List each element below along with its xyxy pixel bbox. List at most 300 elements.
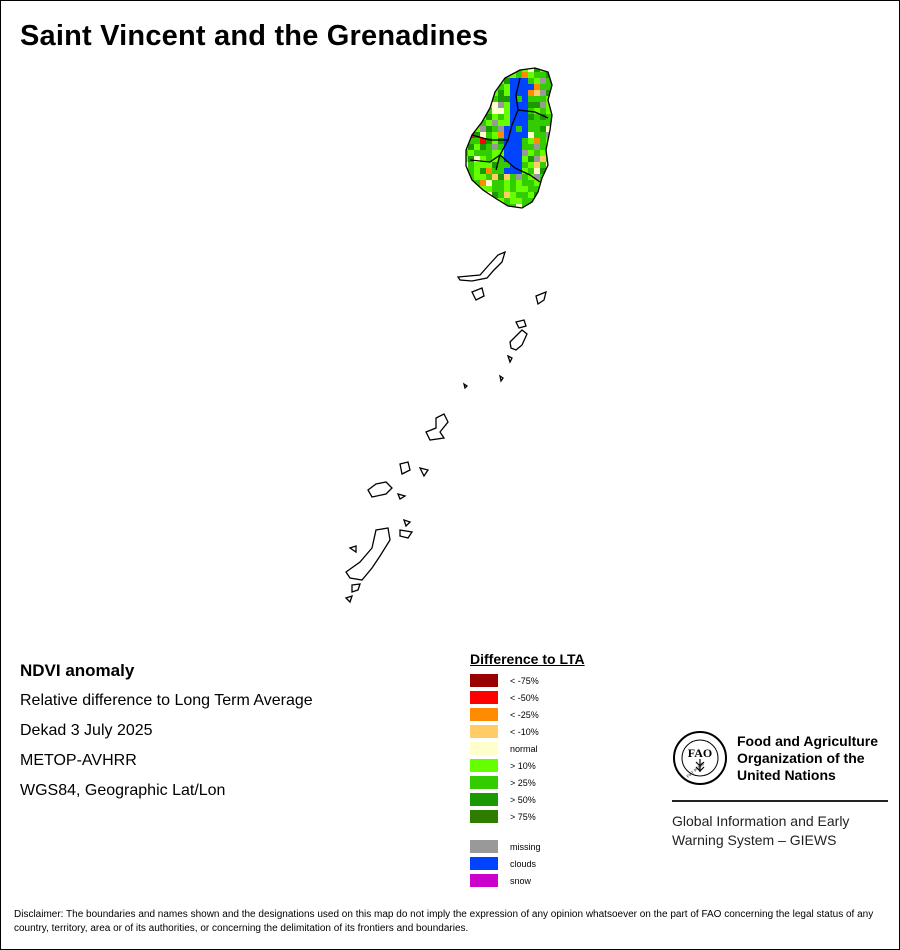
legend-item-swatch bbox=[470, 674, 498, 687]
raster-cell bbox=[504, 84, 510, 90]
raster-cell bbox=[552, 114, 558, 120]
disclaimer: Disclaimer: The boundaries and names shown and the designations used on this map do not imply the expression of any opinion whatsoever on the part of FAO concerning the legal status of any country, territory, area or of its authorities, or concerning the delimitation of its frontiers and boundaries. bbox=[14, 909, 874, 934]
raster-cell bbox=[462, 138, 468, 144]
raster-cell bbox=[510, 180, 516, 186]
raster-cell bbox=[540, 108, 546, 114]
raster-cell bbox=[468, 186, 474, 192]
raster-cell bbox=[504, 192, 510, 198]
raster-cell bbox=[522, 186, 528, 192]
raster-cell bbox=[498, 138, 504, 144]
raster-cell bbox=[462, 72, 468, 78]
raster-cell bbox=[534, 84, 540, 90]
raster-cell bbox=[540, 210, 546, 216]
raster-cell bbox=[462, 114, 468, 120]
raster-cell bbox=[510, 144, 516, 150]
raster-cell bbox=[486, 126, 492, 132]
raster-cell bbox=[522, 126, 528, 132]
raster-cell bbox=[468, 114, 474, 120]
raster-cell bbox=[474, 78, 480, 84]
raster-cell bbox=[480, 96, 486, 102]
raster-cell bbox=[540, 120, 546, 126]
raster-cell bbox=[474, 114, 480, 120]
raster-cell bbox=[480, 102, 486, 108]
raster-cell bbox=[486, 144, 492, 150]
raster-cell bbox=[468, 108, 474, 114]
raster-cell bbox=[516, 210, 522, 216]
raster-cell bbox=[540, 150, 546, 156]
raster-cell bbox=[462, 102, 468, 108]
raster-cell bbox=[468, 192, 474, 198]
legend-extra-row bbox=[470, 838, 585, 855]
raster-cell bbox=[540, 72, 546, 78]
raster-cell bbox=[534, 210, 540, 216]
raster-cell bbox=[480, 126, 486, 132]
legend-item-row bbox=[470, 689, 585, 706]
fao-emblem-motto: FIAT PANIS bbox=[685, 761, 705, 779]
raster-cell bbox=[504, 114, 510, 120]
raster-cell bbox=[468, 210, 474, 216]
raster-cell bbox=[516, 162, 522, 168]
raster-cell bbox=[546, 174, 552, 180]
raster-cell bbox=[540, 132, 546, 138]
raster-cell bbox=[552, 96, 558, 102]
raster-cell bbox=[540, 126, 546, 132]
raster-cell bbox=[462, 198, 468, 204]
raster-cell bbox=[534, 162, 540, 168]
raster-cell bbox=[528, 90, 534, 96]
islet-7 bbox=[420, 468, 428, 476]
raster-cell bbox=[552, 144, 558, 150]
raster-cell bbox=[462, 210, 468, 216]
raster-cell bbox=[462, 192, 468, 198]
fao-logo-block bbox=[672, 730, 888, 850]
raster-cell bbox=[468, 72, 474, 78]
legend-item-swatch bbox=[470, 810, 498, 823]
raster-cell bbox=[504, 120, 510, 126]
raster-cell bbox=[492, 180, 498, 186]
raster-cell bbox=[552, 78, 558, 84]
raster-cell bbox=[516, 150, 522, 156]
fao-name-line-2: Organization of the bbox=[737, 749, 865, 766]
raster-cell bbox=[528, 132, 534, 138]
raster-cell bbox=[528, 144, 534, 150]
raster-cell bbox=[492, 78, 498, 84]
raster-cell bbox=[552, 138, 558, 144]
info-line-4: WGS84, Geographic Lat/Lon bbox=[20, 782, 226, 799]
raster-cell bbox=[498, 108, 504, 114]
raster-cell bbox=[504, 102, 510, 108]
raster-cell bbox=[534, 96, 540, 102]
raster-cell bbox=[492, 120, 498, 126]
raster-cell bbox=[498, 102, 504, 108]
raster-cell bbox=[534, 120, 540, 126]
raster-cell bbox=[552, 66, 558, 72]
raster-cell bbox=[528, 186, 534, 192]
raster-cell bbox=[510, 156, 516, 162]
raster-cell bbox=[540, 186, 546, 192]
legend-extra-swatch bbox=[470, 874, 498, 887]
raster-cell bbox=[528, 84, 534, 90]
raster-cell bbox=[552, 192, 558, 198]
raster-cell bbox=[480, 210, 486, 216]
raster-cell bbox=[546, 204, 552, 210]
raster-cell bbox=[552, 126, 558, 132]
raster-cell bbox=[528, 180, 534, 186]
islet-2 bbox=[516, 320, 526, 328]
raster-cell bbox=[510, 168, 516, 174]
raster-cell bbox=[462, 132, 468, 138]
raster-cell bbox=[528, 192, 534, 198]
raster-cell bbox=[516, 120, 522, 126]
raster-cell bbox=[480, 108, 486, 114]
raster-cell bbox=[540, 198, 546, 204]
raster-cell bbox=[516, 186, 522, 192]
raster-cell bbox=[510, 90, 516, 96]
raster-cell bbox=[498, 66, 504, 72]
raster-cell bbox=[474, 96, 480, 102]
raster-cell bbox=[504, 108, 510, 114]
raster-cell bbox=[486, 198, 492, 204]
fao-name bbox=[737, 733, 878, 784]
raster-cell bbox=[486, 210, 492, 216]
raster-cell bbox=[516, 180, 522, 186]
raster-cell bbox=[528, 78, 534, 84]
raster-cell bbox=[522, 96, 528, 102]
raster-cell bbox=[552, 108, 558, 114]
raster-cell bbox=[462, 78, 468, 84]
ndvi-anomaly-raster bbox=[462, 66, 558, 216]
legend-item-row bbox=[470, 706, 585, 723]
raster-cell bbox=[528, 204, 534, 210]
raster-cell bbox=[468, 162, 474, 168]
map-title: Saint Vincent and the Grenadines bbox=[20, 20, 489, 52]
raster-cell bbox=[492, 168, 498, 174]
raster-cell bbox=[468, 198, 474, 204]
raster-cell bbox=[480, 198, 486, 204]
legend-extra-row bbox=[470, 855, 585, 872]
legend-item-label: normal bbox=[510, 743, 538, 754]
raster-cell bbox=[492, 114, 498, 120]
raster-cell bbox=[522, 174, 528, 180]
raster-cell bbox=[492, 210, 498, 216]
raster-cell bbox=[474, 138, 480, 144]
info-line-2: Dekad 3 July 2025 bbox=[20, 722, 153, 739]
islet-1 bbox=[472, 288, 484, 300]
raster-cell bbox=[504, 186, 510, 192]
raster-cell bbox=[552, 198, 558, 204]
raster-cell bbox=[534, 90, 540, 96]
raster-cell bbox=[552, 168, 558, 174]
raster-cell bbox=[486, 186, 492, 192]
raster-cell bbox=[540, 138, 546, 144]
islet-3 bbox=[508, 356, 512, 362]
raster-cell bbox=[492, 132, 498, 138]
raster-cell bbox=[552, 186, 558, 192]
raster-cell bbox=[510, 132, 516, 138]
raster-cell bbox=[462, 108, 468, 114]
legend-item-swatch bbox=[470, 776, 498, 789]
legend-item-label: > 50% bbox=[510, 794, 536, 805]
legend-extra-swatch bbox=[470, 857, 498, 870]
raster-cell bbox=[474, 162, 480, 168]
raster-cell bbox=[468, 204, 474, 210]
legend-item-label: > 10% bbox=[510, 760, 536, 771]
raster-cell bbox=[516, 132, 522, 138]
raster-cell bbox=[492, 72, 498, 78]
legend-item-row bbox=[470, 774, 585, 791]
raster-cell bbox=[504, 198, 510, 204]
raster-cell bbox=[468, 150, 474, 156]
legend-item-swatch bbox=[470, 759, 498, 772]
raster-cell bbox=[510, 186, 516, 192]
raster-cell bbox=[534, 144, 540, 150]
island-canouan bbox=[510, 330, 527, 350]
raster-cell bbox=[528, 72, 534, 78]
raster-cell bbox=[522, 210, 528, 216]
raster-cell bbox=[468, 96, 474, 102]
raster-cell bbox=[522, 132, 528, 138]
raster-cell bbox=[534, 102, 540, 108]
raster-cell bbox=[528, 126, 534, 132]
raster-cell bbox=[504, 174, 510, 180]
raster-cell bbox=[528, 120, 534, 126]
raster-cell bbox=[498, 72, 504, 78]
raster-cell bbox=[486, 150, 492, 156]
raster-cell bbox=[480, 84, 486, 90]
raster-cell bbox=[480, 192, 486, 198]
raster-cell bbox=[498, 126, 504, 132]
raster-cell bbox=[546, 192, 552, 198]
raster-cell bbox=[540, 192, 546, 198]
island-mayreau bbox=[426, 414, 448, 440]
legend-item-row bbox=[470, 723, 585, 740]
raster-cell bbox=[510, 210, 516, 216]
legend-item-swatch bbox=[470, 725, 498, 738]
raster-cell bbox=[510, 198, 516, 204]
giews-label bbox=[672, 812, 888, 850]
raster-cell bbox=[462, 186, 468, 192]
legend bbox=[470, 651, 585, 889]
raster-cell bbox=[468, 144, 474, 150]
raster-cell bbox=[504, 66, 510, 72]
raster-cell bbox=[540, 156, 546, 162]
raster-cell bbox=[462, 120, 468, 126]
raster-cell bbox=[504, 126, 510, 132]
raster-cell bbox=[540, 84, 546, 90]
raster-cell bbox=[504, 210, 510, 216]
raster-cell bbox=[486, 78, 492, 84]
raster-cell bbox=[480, 162, 486, 168]
raster-cell bbox=[486, 180, 492, 186]
raster-cell bbox=[546, 180, 552, 186]
raster-cell bbox=[468, 120, 474, 126]
raster-cell bbox=[486, 72, 492, 78]
raster-cell bbox=[462, 156, 468, 162]
raster-cell bbox=[534, 168, 540, 174]
raster-cell bbox=[528, 168, 534, 174]
raster-cell bbox=[462, 66, 468, 72]
raster-cell bbox=[540, 90, 546, 96]
legend-item-row bbox=[470, 808, 585, 825]
legend-extra-label: clouds bbox=[510, 858, 537, 869]
raster-cell bbox=[474, 66, 480, 72]
fao-emblem-icon bbox=[672, 730, 728, 786]
raster-cell bbox=[528, 102, 534, 108]
raster-cell bbox=[546, 126, 552, 132]
raster-cell bbox=[462, 180, 468, 186]
raster-cell bbox=[498, 162, 504, 168]
raster-cell bbox=[480, 144, 486, 150]
raster-cell bbox=[474, 168, 480, 174]
raster-cell bbox=[516, 198, 522, 204]
raster-cell bbox=[474, 198, 480, 204]
raster-cell bbox=[498, 132, 504, 138]
raster-cell bbox=[468, 102, 474, 108]
raster-cell bbox=[510, 138, 516, 144]
raster-cell bbox=[552, 174, 558, 180]
raster-cell bbox=[468, 84, 474, 90]
raster-cell bbox=[474, 72, 480, 78]
raster-cell bbox=[534, 138, 540, 144]
raster-cell bbox=[498, 192, 504, 198]
raster-cell bbox=[492, 150, 498, 156]
raster-cell bbox=[468, 126, 474, 132]
island-mustique bbox=[536, 292, 546, 304]
raster-cell bbox=[534, 132, 540, 138]
legend-item-label: < -10% bbox=[510, 726, 539, 737]
legend-extra-label: snow bbox=[510, 875, 532, 886]
raster-cell bbox=[468, 66, 474, 72]
raster-cell bbox=[552, 162, 558, 168]
raster-cell bbox=[492, 186, 498, 192]
raster-cell bbox=[516, 72, 522, 78]
raster-cell bbox=[534, 198, 540, 204]
raster-cell bbox=[534, 72, 540, 78]
raster-cell bbox=[480, 72, 486, 78]
raster-cell bbox=[486, 114, 492, 120]
island-union bbox=[368, 482, 392, 497]
legend-extra-label: missing bbox=[510, 841, 541, 852]
raster-cell bbox=[522, 78, 528, 84]
raster-cell bbox=[516, 126, 522, 132]
raster-cell bbox=[552, 180, 558, 186]
raster-cell bbox=[528, 162, 534, 168]
raster-cell bbox=[546, 210, 552, 216]
legend-item-row bbox=[470, 791, 585, 808]
raster-cell bbox=[474, 144, 480, 150]
raster-cell bbox=[522, 90, 528, 96]
raster-cell bbox=[552, 204, 558, 210]
islet-11 bbox=[352, 584, 360, 592]
raster-cell bbox=[516, 114, 522, 120]
raster-cell bbox=[480, 90, 486, 96]
raster-cell bbox=[480, 174, 486, 180]
raster-cell bbox=[516, 156, 522, 162]
raster-cell bbox=[498, 114, 504, 120]
raster-cell bbox=[486, 132, 492, 138]
raster-cell bbox=[522, 120, 528, 126]
islet-12 bbox=[346, 596, 352, 602]
legend-item-swatch bbox=[470, 708, 498, 721]
raster-cell bbox=[528, 156, 534, 162]
raster-cell bbox=[510, 84, 516, 90]
raster-cell bbox=[510, 192, 516, 198]
legend-item-label: < -75% bbox=[510, 675, 539, 686]
raster-cell bbox=[534, 204, 540, 210]
raster-cell bbox=[498, 168, 504, 174]
raster-cell bbox=[522, 102, 528, 108]
raster-cell bbox=[492, 66, 498, 72]
raster-cell bbox=[540, 78, 546, 84]
legend-title: Difference to LTA bbox=[470, 651, 585, 667]
raster-cell bbox=[474, 90, 480, 96]
raster-cell bbox=[522, 192, 528, 198]
raster-cell bbox=[492, 108, 498, 114]
raster-cell bbox=[486, 204, 492, 210]
raster-cell bbox=[510, 108, 516, 114]
raster-cell bbox=[474, 108, 480, 114]
raster-cell bbox=[468, 156, 474, 162]
raster-cell bbox=[486, 174, 492, 180]
raster-cell bbox=[504, 96, 510, 102]
raster-cell bbox=[474, 102, 480, 108]
raster-cell bbox=[540, 162, 546, 168]
raster-cell bbox=[552, 84, 558, 90]
raster-cell bbox=[462, 126, 468, 132]
raster-cell bbox=[552, 150, 558, 156]
info-line-3: METOP-AVHRR bbox=[20, 752, 137, 769]
raster-cell bbox=[462, 204, 468, 210]
raster-cell bbox=[534, 78, 540, 84]
legend-item-row bbox=[470, 757, 585, 774]
islet-6 bbox=[400, 462, 410, 474]
raster-cell bbox=[522, 198, 528, 204]
raster-cell bbox=[504, 150, 510, 156]
raster-cell bbox=[528, 96, 534, 102]
raster-cell bbox=[486, 96, 492, 102]
raster-cell bbox=[480, 168, 486, 174]
giews-line-1: Global Information and Early bbox=[672, 813, 850, 829]
raster-cell bbox=[492, 144, 498, 150]
raster-cell bbox=[462, 174, 468, 180]
raster-cell bbox=[468, 78, 474, 84]
raster-cell bbox=[516, 192, 522, 198]
raster-cell bbox=[504, 180, 510, 186]
raster-cell bbox=[486, 90, 492, 96]
raster-cell bbox=[522, 138, 528, 144]
raster-cell bbox=[480, 78, 486, 84]
raster-cell bbox=[534, 150, 540, 156]
raster-cell bbox=[522, 72, 528, 78]
legend-item-label: < -25% bbox=[510, 709, 539, 720]
raster-cell bbox=[480, 180, 486, 186]
raster-cell bbox=[498, 90, 504, 96]
raster-cell bbox=[534, 126, 540, 132]
raster-cell bbox=[492, 204, 498, 210]
raster-cell bbox=[498, 180, 504, 186]
raster-cell bbox=[498, 96, 504, 102]
raster-cell bbox=[486, 162, 492, 168]
raster-cell bbox=[480, 150, 486, 156]
raster-cell bbox=[534, 156, 540, 162]
islet-9 bbox=[404, 520, 410, 526]
raster-cell bbox=[498, 186, 504, 192]
legend-extra-row bbox=[470, 872, 585, 889]
raster-cell bbox=[552, 120, 558, 126]
legend-extra-swatch bbox=[470, 840, 498, 853]
raster-cell bbox=[498, 174, 504, 180]
island-petit-st-vincent bbox=[400, 530, 412, 538]
